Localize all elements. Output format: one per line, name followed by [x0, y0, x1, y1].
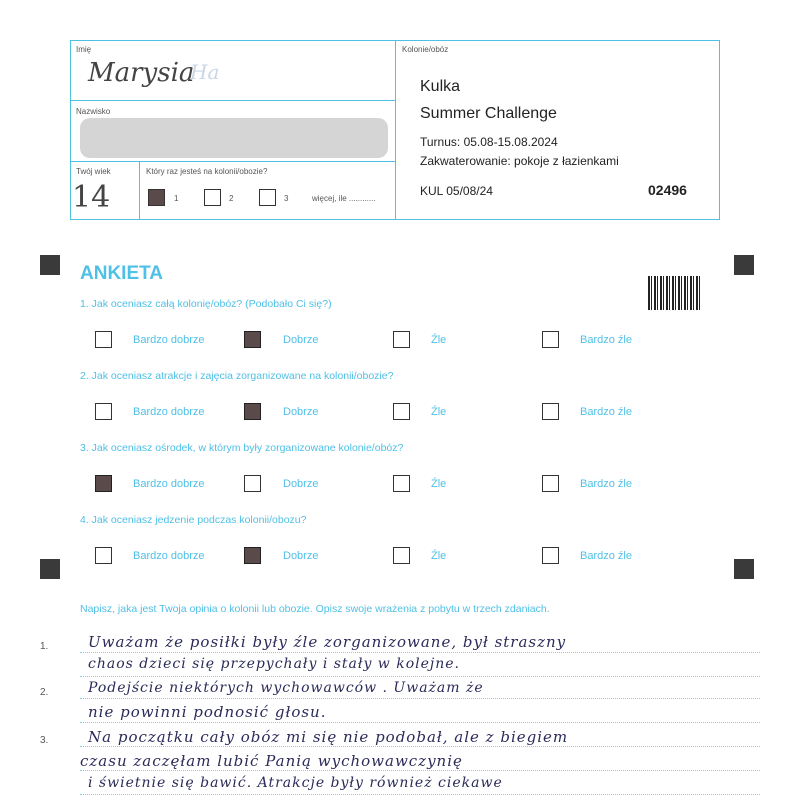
question-3: 3. Jak oceniasz ośrodek, w którym były zorganizowane kolonie/obóz? — [80, 442, 404, 454]
line-number-3: 3. — [40, 735, 49, 746]
answer-line-2 — [80, 676, 760, 677]
wiek-value[interactable]: 14 — [72, 180, 111, 215]
ktory-raz-checkbox-3[interactable] — [259, 189, 276, 206]
kolonia-label: Kolonie/obóz — [402, 45, 449, 54]
q4-checkbox-bardzo-zle[interactable] — [542, 547, 559, 564]
header-divider-3 — [139, 161, 140, 220]
line-number-1: 1. — [40, 641, 49, 652]
ktory-raz-checkbox-1[interactable] — [148, 189, 165, 206]
handwriting-line-2: chaos dzieci się przepychały i stały w kolejne. — [88, 656, 461, 672]
q2-option-bardzo-zle: Bardzo źle — [580, 406, 632, 418]
answer-line-6 — [80, 770, 760, 771]
ktory-raz-option-3: 3 — [284, 194, 289, 203]
camp-code: KUL 05/08/24 — [420, 184, 493, 198]
zakwaterowanie: Zakwaterowanie: pokoje z łazienkami — [420, 154, 619, 168]
registration-mark-bottom-right — [734, 559, 754, 579]
camp-name: Kulka — [420, 78, 461, 95]
handwriting-line-3: Podejście niektórych wychowawców . Uważam że — [88, 680, 484, 696]
handwriting-line-6: czasu zaczęłam lubić Panią wychowawczynię — [80, 752, 463, 770]
q4-option-dobrze: Dobrze — [283, 550, 319, 562]
q2-checkbox-bardzo-dobrze[interactable] — [95, 403, 112, 420]
imie-label: Imię — [76, 45, 92, 54]
ktory-raz-checkbox-2[interactable] — [204, 189, 221, 206]
q1-checkbox-bardzo-dobrze[interactable] — [95, 331, 112, 348]
q2-checkbox-zle[interactable] — [393, 403, 410, 420]
survey-title: ANKIETA — [80, 263, 164, 284]
q1-checkbox-zle[interactable] — [393, 331, 410, 348]
handwriting-line-4: nie powinni podnosić głosu. — [88, 703, 327, 721]
ktory-raz-option-2: 2 — [229, 194, 234, 203]
registration-mark-bottom-left — [40, 559, 60, 579]
q3-option-bardzo-dobrze: Bardzo dobrze — [133, 478, 205, 490]
q4-checkbox-dobrze[interactable] — [244, 547, 261, 564]
q4-checkbox-bardzo-dobrze[interactable] — [95, 547, 112, 564]
question-4: 4. Jak oceniasz jedzenie podczas kolonii/obozu? — [80, 514, 307, 526]
q4-option-zle: Źle — [431, 550, 447, 562]
header-divider-2 — [70, 161, 396, 162]
opinion-prompt: Napisz, jaka jest Twoja opinia o kolonii lub obozie. Opisz swoje wrażenia z pobytu w trzech zdaniach. — [80, 603, 550, 615]
question-1: 1. Jak oceniasz całą kolonię/obóz? (Podobało Ci się?) — [80, 298, 332, 310]
q2-option-bardzo-dobrze: Bardzo dobrze — [133, 406, 205, 418]
handwriting-line-7: i świetnie się bawić. Atrakcje były również ciekawe — [88, 775, 503, 791]
q2-option-zle: Źle — [431, 406, 447, 418]
handwriting-line-1: Uważam że posiłki były źle zorganizowane, był straszny — [88, 633, 567, 651]
ktory-raz-label: Który raz jesteś na kolonii/obozie? — [146, 167, 268, 176]
barcode-icon — [648, 276, 700, 310]
wiek-label: Twój wiek — [76, 167, 111, 176]
q1-option-bardzo-dobrze: Bardzo dobrze — [133, 334, 205, 346]
q3-checkbox-bardzo-dobrze[interactable] — [95, 475, 112, 492]
q1-option-dobrze: Dobrze — [283, 334, 319, 346]
q3-checkbox-dobrze[interactable] — [244, 475, 261, 492]
q3-option-dobrze: Dobrze — [283, 478, 319, 490]
answer-line-4 — [80, 722, 760, 723]
line-number-2: 2. — [40, 687, 49, 698]
imie-strikethrough: Ha — [190, 60, 220, 84]
q3-checkbox-zle[interactable] — [393, 475, 410, 492]
q4-option-bardzo-zle: Bardzo źle — [580, 550, 632, 562]
header-divider-1 — [70, 100, 396, 101]
q1-checkbox-bardzo-zle[interactable] — [542, 331, 559, 348]
imie-value[interactable]: Marysia — [88, 58, 195, 88]
q2-checkbox-dobrze[interactable] — [244, 403, 261, 420]
q4-checkbox-zle[interactable] — [393, 547, 410, 564]
q4-option-bardzo-dobrze: Bardzo dobrze — [133, 550, 205, 562]
q1-checkbox-dobrze[interactable] — [244, 331, 261, 348]
q3-checkbox-bardzo-zle[interactable] — [542, 475, 559, 492]
answer-line-3 — [80, 698, 760, 699]
nazwisko-label: Nazwisko — [76, 107, 111, 116]
ktory-raz-more: więcej, ile ............ — [312, 194, 376, 203]
answer-line-5 — [80, 746, 760, 747]
q3-option-bardzo-zle: Bardzo źle — [580, 478, 632, 490]
ktory-raz-option-1: 1 — [174, 194, 179, 203]
camp-program: Summer Challenge — [420, 105, 557, 122]
turnus: Turnus: 05.08-15.08.2024 — [420, 135, 558, 149]
header-divider-vertical — [395, 40, 396, 220]
registration-mark-top-right — [734, 255, 754, 275]
registration-mark-top-left — [40, 255, 60, 275]
q1-option-zle: Źle — [431, 334, 447, 346]
answer-line-7 — [80, 794, 760, 795]
q3-option-zle: Źle — [431, 478, 447, 490]
nazwisko-redacted — [80, 118, 388, 158]
q2-checkbox-bardzo-zle[interactable] — [542, 403, 559, 420]
handwriting-line-5: Na początku cały obóz mi się nie podobał, ale z biegiem — [88, 728, 569, 746]
question-2: 2. Jak oceniasz atrakcje i zajęcia zorganizowane na kolonii/obozie? — [80, 370, 394, 382]
q1-option-bardzo-zle: Bardzo źle — [580, 334, 632, 346]
q2-option-dobrze: Dobrze — [283, 406, 319, 418]
answer-line-1 — [80, 652, 760, 653]
form-number: 02496 — [648, 182, 687, 198]
